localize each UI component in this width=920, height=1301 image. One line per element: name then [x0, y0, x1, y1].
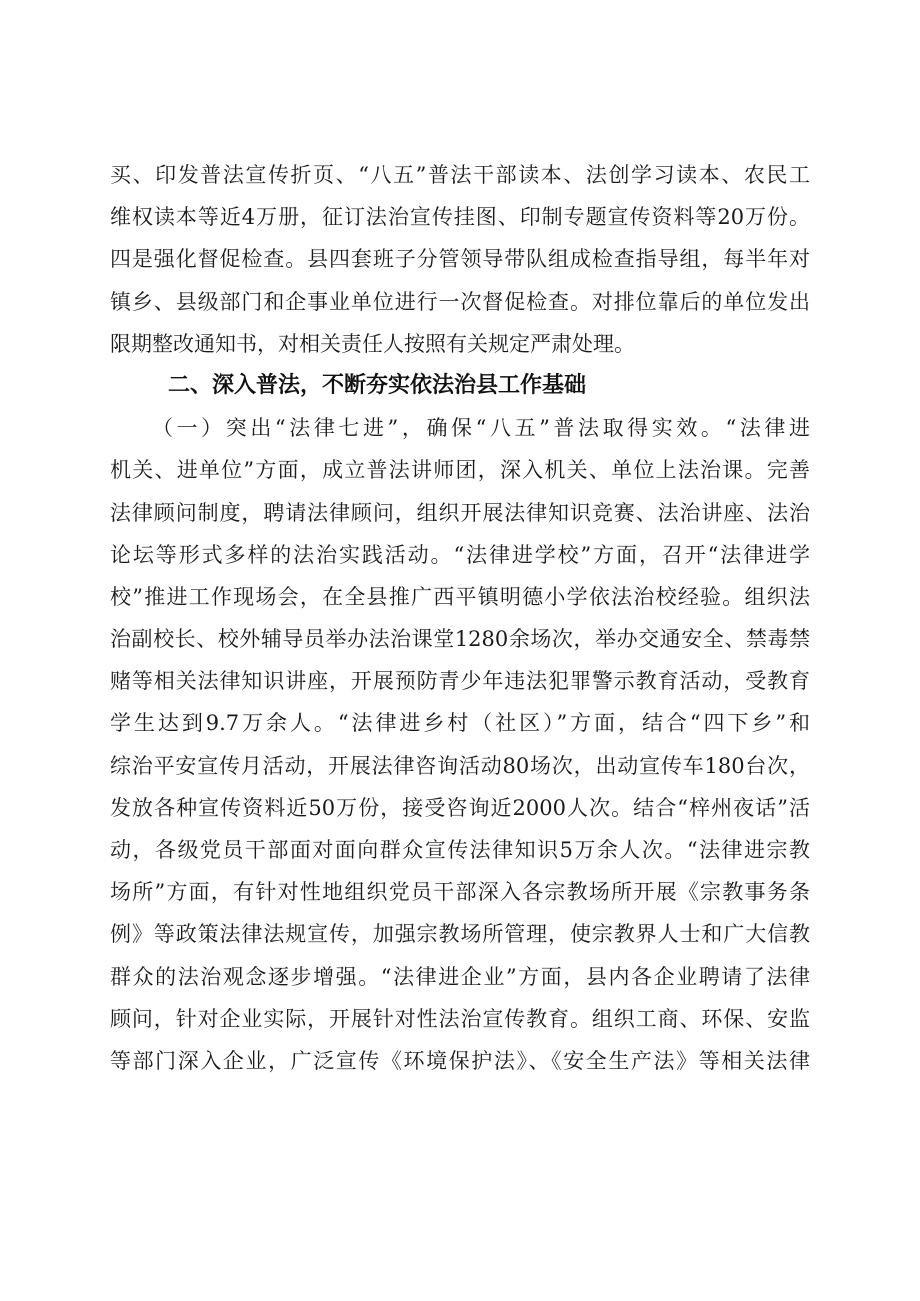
paragraph-line: 场所”方面，有针对性地组织党员干部深入各宗教场所开展《宗教事务条	[110, 880, 810, 905]
paragraph-line: 论坛等形式多样的法治实践活动。“法律进学校”方面，召开“法律进学	[110, 542, 810, 567]
paragraph-line: 校”推进工作现场会，在全县推广西平镇明德小学依法治校经验。组织法	[110, 584, 810, 609]
paragraph-2	[110, 407, 810, 1082]
paragraph-line: （一）突出“法律七进”，确保“八五”普法取得实效。“法律进	[152, 416, 810, 441]
paragraph-line: 动，各级党员干部面对面向群众宣传法律知识5万余人次。“法律进宗教	[110, 838, 810, 862]
paragraph-line: 等部门深入企业，广泛宣传《环境保护法》、《安全生产法》等相关法律	[110, 1048, 810, 1073]
paragraph-line: 机关、进单位”方面，成立普法讲师团，深入机关、单位上法治课。完善	[110, 458, 810, 483]
paragraph-line: 法律顾问制度，聘请法律顾问，组织开展法律知识竞赛、法治讲座、法治	[110, 500, 810, 525]
paragraph-line: 群众的法治观念逐步增强。“法律进企业”方面，县内各企业聘请了法律	[110, 964, 810, 989]
paragraph-line: 例》等政策法律法规宣传，加强宗教场所管理，使宗教界人士和广大信教	[110, 922, 810, 947]
paragraph-1	[110, 154, 810, 365]
paragraph-line: 综治平安宣传月活动，开展法律咨询活动80场次，出动宣传车180台次，	[110, 753, 810, 778]
paragraph-line: 学生达到9.7万余人。“法律进乡村（社区）”方面，结合“四下乡”和	[110, 711, 810, 736]
section-heading: 二、深入普法，不断夯实依法治县工作基础	[168, 372, 587, 398]
document-body	[110, 154, 810, 1082]
paragraph-line: 治副校长、校外辅导员举办法治课堂1280余场次，举办交通安全、禁毒禁	[110, 627, 810, 652]
paragraph-line: 镇乡、县级部门和企事业单位进行一次督促检查。对排位靠后的单位发出	[110, 289, 810, 314]
paragraph-line: 赌等相关法律知识讲座，开展预防青少年违法犯罪警示教育活动，受教育	[110, 669, 810, 694]
paragraph-line: 限期整改通知书，对相关责任人按照有关规定严肃处理。	[110, 331, 635, 356]
paragraph-line: 维权读本等近4万册，征订法治宣传挂图、印制专题宣传资料等20万份。	[110, 205, 810, 230]
paragraph-line: 顾问，针对企业实际，开展针对性法治宣传教育。组织工商、环保、安监	[110, 1006, 810, 1031]
paragraph-line: 发放各种宣传资料近50万份，接受咨询近2000人次。结合“梓州夜话”活	[110, 795, 810, 820]
paragraph-line: 买、印发普法宣传折页、“八五”普法干部读本、法创学习读本、农民工	[110, 163, 810, 187]
paragraph-line: 四是强化督促检查。县四套班子分管领导带队组成检查指导组，每半年对	[110, 247, 810, 272]
